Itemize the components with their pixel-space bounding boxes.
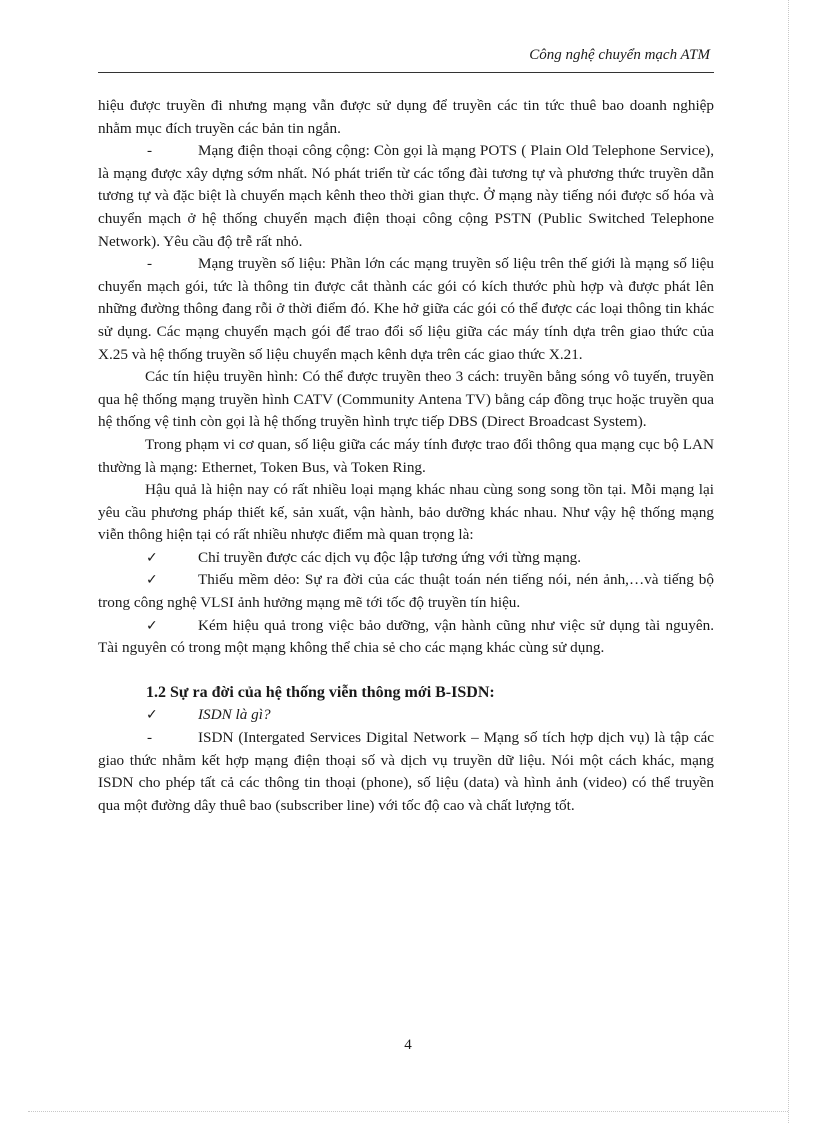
- page-number: 4: [404, 1037, 412, 1053]
- checkmark-icon: ✓: [146, 572, 158, 589]
- check-item: [98, 704, 714, 727]
- checkmark-icon: ✓: [146, 707, 158, 724]
- checkmark-icon: ✓: [146, 549, 158, 566]
- check-item: [98, 547, 714, 570]
- check-item-text: Kém hiệu quả trong việc bảo dưỡng, vận hành cũng như việc sử dụng tài nguyên. Tài nguyên có trong một mạng không thể chia sẻ cho các mạng khác cùng sử dụng.: [98, 616, 714, 657]
- paragraph: Các tín hiệu truyền hình: Có thể được truyền theo 3 cách: truyền bằng sóng vô tuyến, truyền qua hệ thống mạng truyền hình CATV (Community Antena TV) bằng cáp đồng trục hoặc truyền qua hệ thống vệ tinh còn gọi là hệ thống truyền hình trực tiếp DBS (Direct Broadcast System).: [98, 368, 714, 431]
- paragraph-text: Mạng điện thoại công cộng: Còn gọi là mạng POTS ( Plain Old Telephone Service), là mạng được xây dựng sớm nhất. Nó phát triển từ các tổng đài tương tự và phương thức truyền dẫn tương tự và đặc biệt là chuyển mạch kênh theo thời gian thực. Ở mạng này tiếng nói được số hóa và chuyển mạch ở hệ thống chuyển mạch điện thoại công cộng PSTN (Public Switched Telephone Network). Yêu cầu độ trễ rất nhỏ.: [98, 142, 714, 250]
- list-item-pots: [98, 140, 714, 253]
- page-border-bottom: [28, 1111, 788, 1112]
- dash-marker: -: [147, 142, 153, 160]
- dash-marker: -: [147, 255, 153, 273]
- checkmark-icon: ✓: [146, 617, 158, 634]
- check-item-text: Chỉ truyền được các dịch vụ độc lập tương ứng với từng mạng.: [198, 548, 582, 566]
- header-rule: [98, 72, 714, 73]
- list-item-isdn: [98, 727, 714, 817]
- check-item: [98, 615, 714, 660]
- section-heading: 1.2 Sự ra đời của hệ thống viễn thông mới B-ISDN:: [146, 683, 495, 701]
- paragraph: Hậu quả là hiện nay có rất nhiều loại mạng khác nhau cùng song song tồn tại. Mỗi mạng lại yêu cầu phương pháp thiết kế, sản xuất, vận hành, bảo dưỡng khác nhau. Như vậy hệ thống mạng viễn thông hiện tại có rất nhiều nhược điểm mà quan trọng là:: [98, 481, 714, 544]
- paragraph-text: Mạng truyền số liệu: Phần lớn các mạng truyền số liệu trên thế giới là mạng số liệu chuyển mạch gói, tức là thông tin được cắt thành các gói có kích thước phù hợp và được phát lên những đường thông đang rỗi ở thời điểm đó. Khe hở giữa các gói có thể được các loại thông tin khác sử dụng. Các mạng chuyển mạch gói để trao đổi số liệu giữa các máy tính dựa trên giao thức của X.25 và hệ thống truyền số liệu chuyển mạch kênh dựa trên các giao thức X.21.: [98, 255, 714, 363]
- dash-marker: -: [147, 729, 153, 747]
- list-item-data-network: [98, 253, 714, 366]
- page-border-right: [788, 0, 789, 1123]
- check-item-text: ISDN là gì?: [198, 706, 271, 724]
- check-item-text: Thiếu mềm dẻo: Sự ra đời của các thuật toán nén tiếng nói, nén ảnh,…và tiếng bộ trong công nghệ VLSI ảnh hưởng mạng mẽ tới tốc độ truyền tín hiệu.: [98, 571, 714, 612]
- page-header: Công nghệ chuyển mạch ATM: [529, 47, 710, 63]
- paragraph: Trong phạm vi cơ quan, số liệu giữa các máy tính được trao đổi thông qua mạng cục bộ LAN thường là mạng: Ethernet, Token Bus, và Token Ring.: [98, 435, 714, 476]
- check-item: [98, 569, 714, 614]
- spacer: [98, 660, 714, 682]
- page-content: [98, 95, 714, 817]
- paragraph-text: ISDN (Intergated Services Digital Network – Mạng số tích hợp dịch vụ) là tập các giao thức nhằm kết hợp mạng điện thoại số và dịch vụ truyền dữ liệu. Nói một cách khác, mạng ISDN cho phép tất cả các thông tin thoại (phone), số liệu (data) và hình ảnh (video) có thể truyền qua một đường dây thuê bao (subscriber line) với tốc độ cao và chất lượng tốt.: [98, 729, 714, 814]
- paragraph: hiệu được truyền đi nhưng mạng vẫn được sử dụng để truyền các tin tức thuê bao doanh nghiệp nhằm mục đích truyền các bản tin ngắn.: [98, 97, 714, 137]
